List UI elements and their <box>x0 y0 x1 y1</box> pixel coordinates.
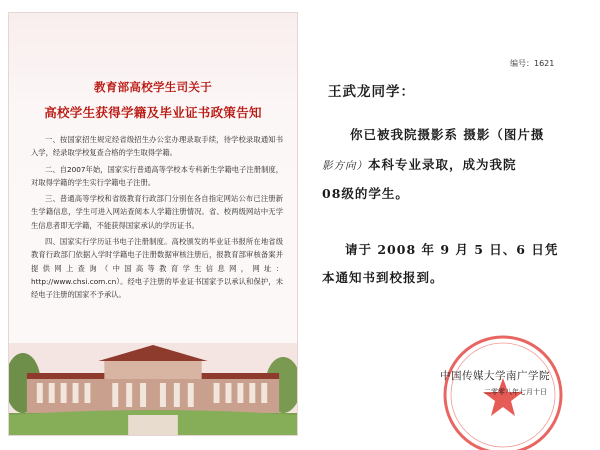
letter-line-2 <box>322 155 517 173</box>
campus-building-image <box>9 343 297 435</box>
letter-line-4: 请于 2008 年 9 月 5 日、6 日凭 <box>345 242 559 257</box>
student-name: 王武龙同学： <box>328 84 415 100</box>
certificate-number: 编号：1621 <box>510 59 555 68</box>
letter-line-2-rest: 本科专业录取，成为我院 <box>368 157 517 172</box>
policy-item-4: 四、国家实行学历证书电子注册制度。高校颁发的毕业证书报所在地省级教育行政部门依据入学时学籍电子注册数据审核注册后，报教育部审核备案并提供网上查询（中国高等教育学生信息网，网址：http://www.chsi.com.cn）。经电子注册的毕业证书国家予以承认和保护，未经电子注册的国家不予承认。 <box>31 237 283 300</box>
policy-item-3: 三、普通高等学校和省级教育行政部门分别在各自指定网站公布已注册新生学籍信息，学生可进入网站查阅本人学籍注册情况。省、校两级网站中无学生信息者即无学籍，不能获得国家承认的学历证书。 <box>31 194 283 230</box>
policy-item-1: 一、按国家招生规定经省级招生办公室办理录取手续，待学校录取通知书入学，经录取学校复查合格的学生取得学籍。 <box>31 135 283 158</box>
letter-major-direction: 影方向） <box>322 160 368 172</box>
policy-title-line2: 高校学生获得学籍及毕业证书政策告知 <box>44 105 262 120</box>
policy-title-line1: 教育部高校学生司关于 <box>94 80 212 94</box>
letter-line-1: 你已被我院摄影系 摄影（图片摄 <box>350 127 545 142</box>
issuer-name: 中国传媒大学南广学院 <box>440 370 550 382</box>
letter-line-3: 08级的学生。 <box>322 186 409 201</box>
issue-date: 二零零八年七月十日 <box>484 388 547 396</box>
letter-line-5: 本通知书到校报到。 <box>322 270 444 285</box>
policy-list <box>31 133 283 305</box>
policy-item-2: 二、自2007年始，国家实行普通高等学校本专科新生学籍电子注册制度，对取得学籍的学生实行学籍电子注册。 <box>31 164 283 187</box>
policy-panel <box>8 12 298 436</box>
